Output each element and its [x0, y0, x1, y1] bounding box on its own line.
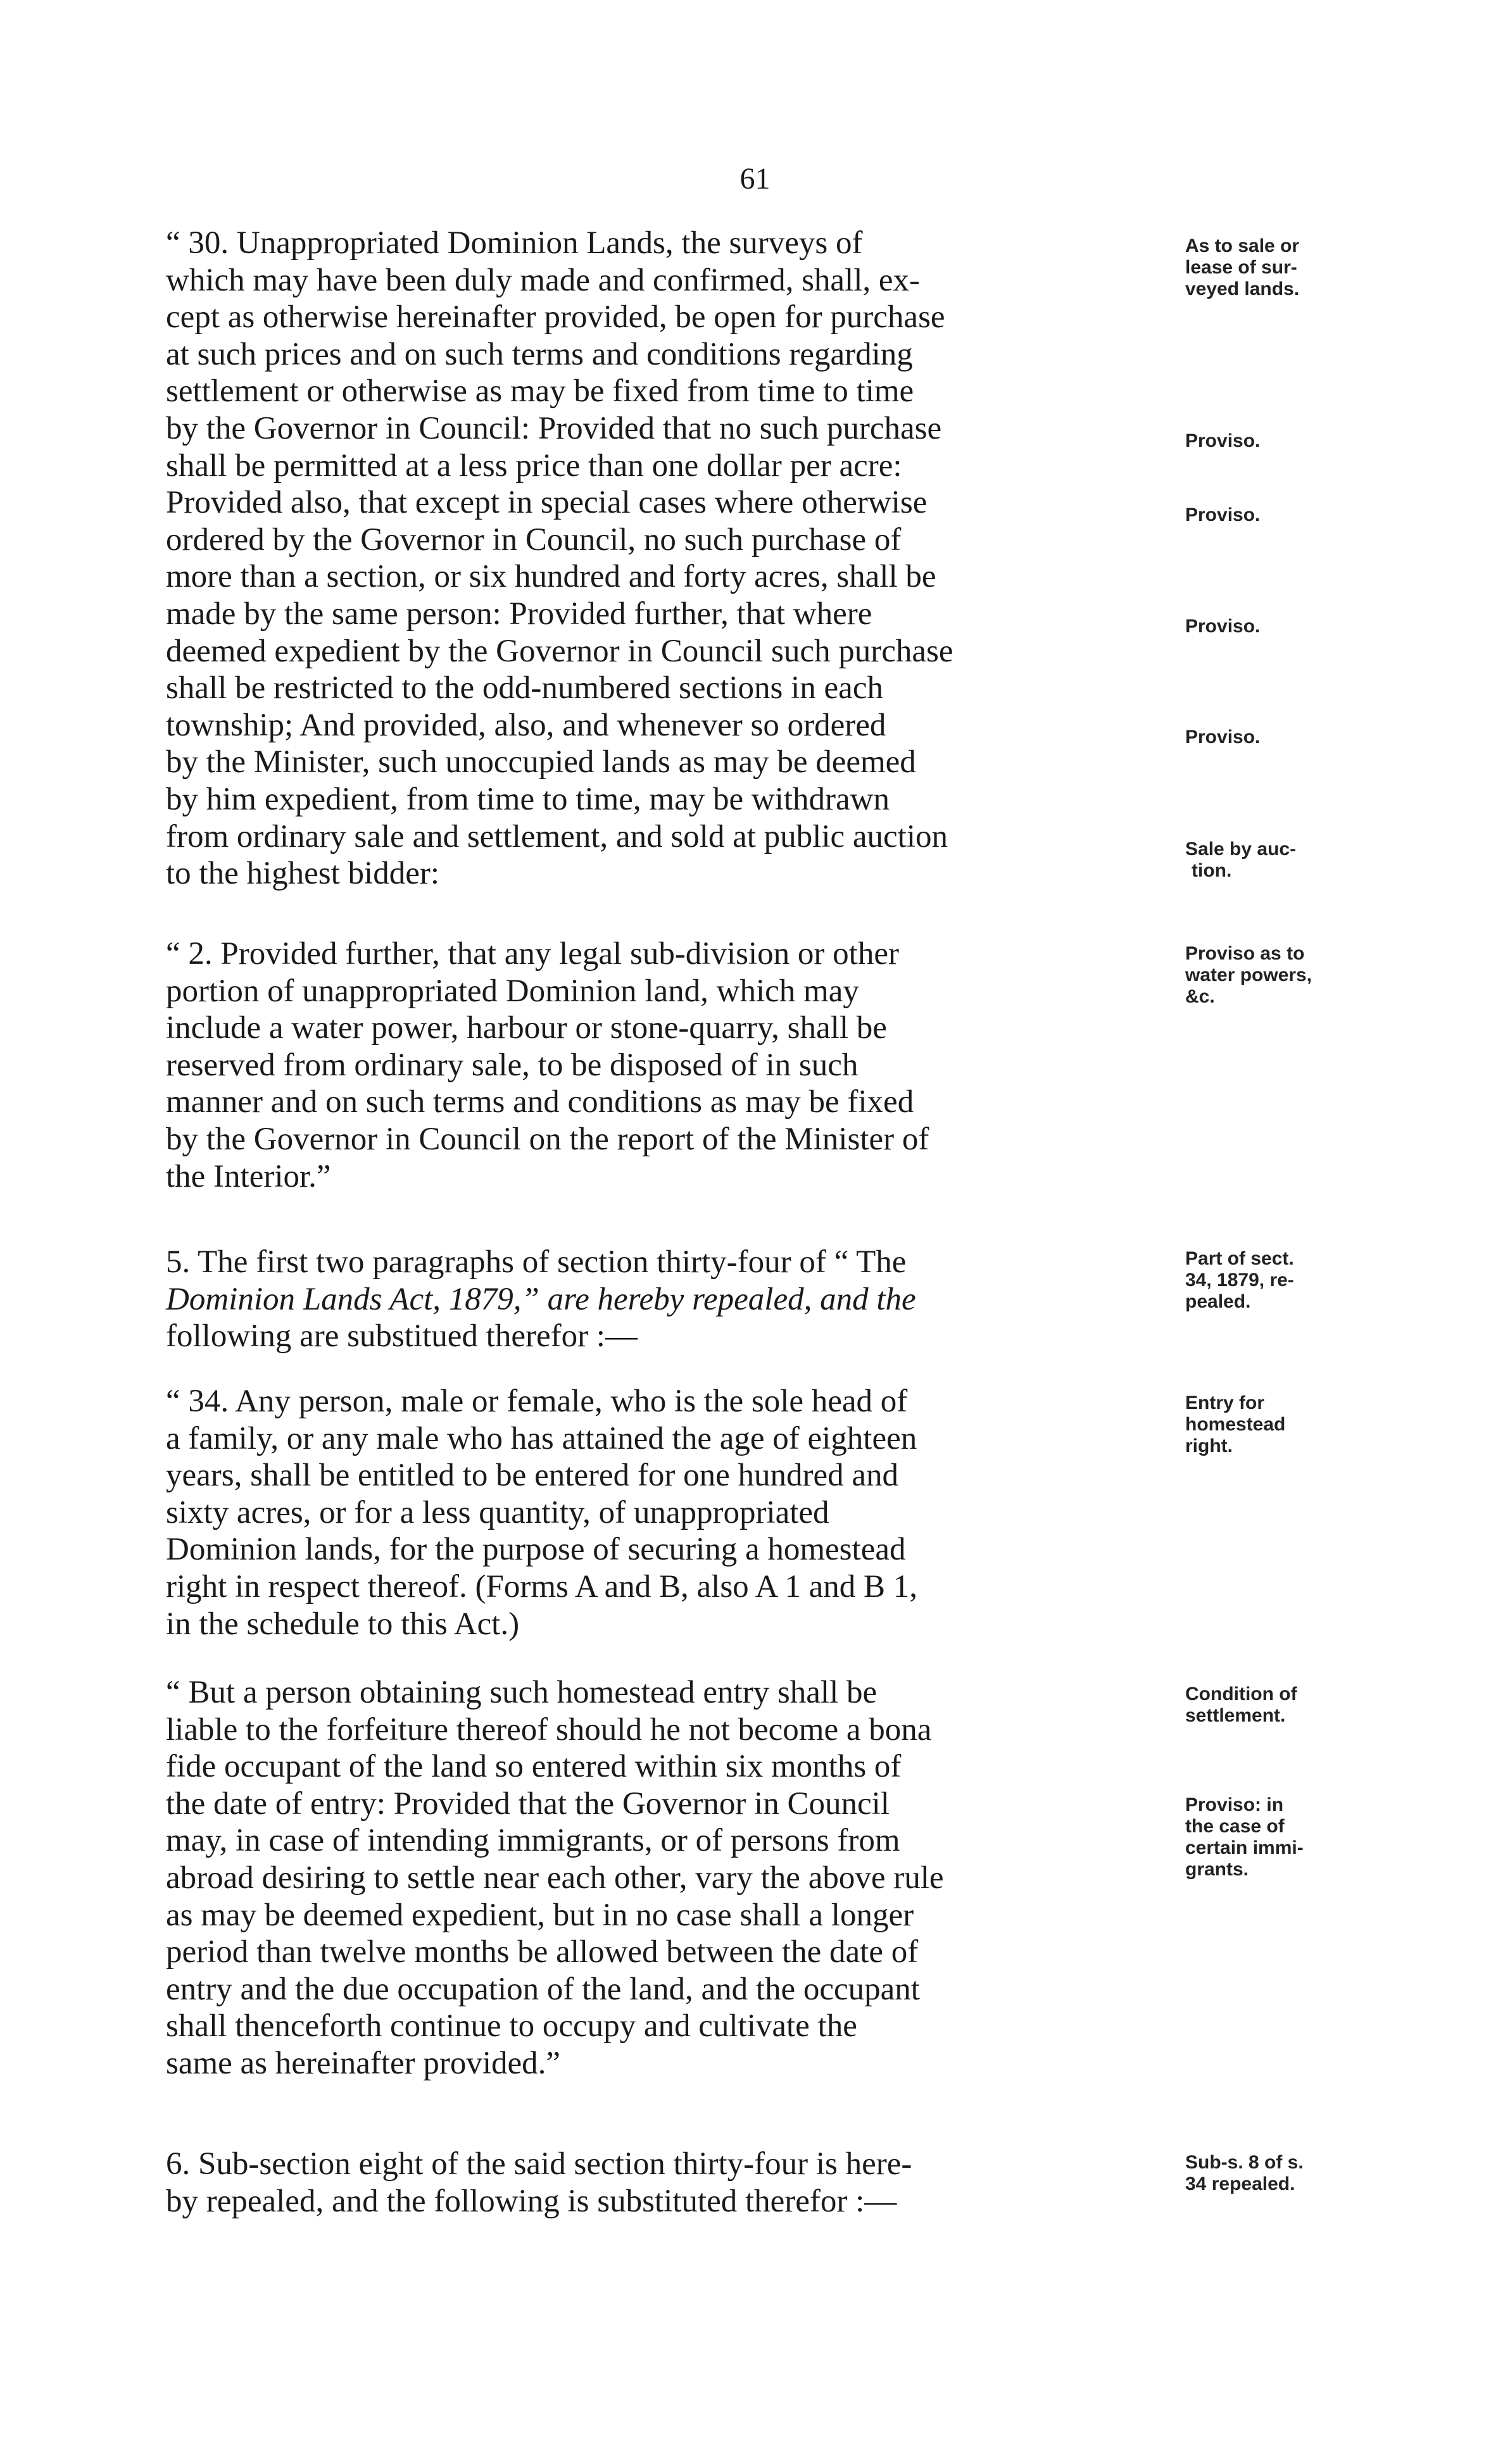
margin-note	[1185, 235, 1369, 300]
text-line: to the highest bidder:	[166, 856, 440, 892]
text-line: cept as otherwise hereinafter provided, be open for purchase	[166, 299, 945, 335]
text-line: period than twelve months be allowed between the date of	[166, 1934, 919, 1970]
text-line: shall thenceforth continue to occupy and cultivate the	[166, 2008, 857, 2044]
margin-note-line: Part of sect.	[1185, 1248, 1294, 1269]
margin-note-line: 34 repealed.	[1185, 2173, 1295, 2194]
margin-note-line: grants.	[1185, 1859, 1249, 1880]
text-line: “ 30. Unappropriated Dominion Lands, the surveys of	[166, 225, 863, 261]
text-line: Dominion Lands Act, 1879,” are hereby repealed, and the	[166, 1281, 916, 1317]
text-line: the Interior.”	[166, 1158, 331, 1194]
paragraph-section-5	[166, 1244, 1179, 1355]
text-line: “ But a person obtaining such homestead entry shall be	[166, 1675, 878, 1710]
text-line: Dominion lands, for the purpose of securing a homestead	[166, 1532, 906, 1568]
text-line: same as hereinafter provided.”	[166, 2045, 561, 2081]
text-line: at such prices and on such terms and conditions regarding	[166, 336, 913, 372]
margin-note-line: pealed.	[1185, 1291, 1251, 1312]
text-line: 5. The first two paragraphs of section thirty-four of “ The	[166, 1244, 907, 1280]
text-line: liable to the forfeiture thereof should he not become a bona	[166, 1711, 932, 1748]
text-line: ordered by the Governor in Council, no such purchase of	[166, 522, 902, 558]
page-number: 61	[739, 162, 771, 196]
text-line: a family, or any male who has attained the age of eighteen	[166, 1420, 917, 1456]
margin-note-line: 34, 1879, re-	[1185, 1270, 1294, 1291]
margin-note-line: Proviso.	[1185, 430, 1261, 451]
text-line: by him expedient, from time to time, may be withdrawn	[166, 781, 890, 817]
margin-note	[1185, 430, 1369, 452]
margin-note-line: lease of sur-	[1185, 257, 1297, 278]
margin-note	[1185, 616, 1369, 637]
text-line: portion of unappropriated Dominion land, which may	[166, 973, 859, 1009]
margin-note-line: Sale by auc-	[1185, 839, 1297, 860]
margin-note-line: homestead	[1185, 1414, 1286, 1435]
margin-note-line: Sub-s. 8 of s.	[1185, 2152, 1304, 2173]
text-line: following are substitued therefor :—	[166, 1318, 638, 1354]
text-line: shall be restricted to the odd-numbered sections in each	[166, 670, 883, 706]
text-line: Provided also, that except in special cases where otherwise	[166, 485, 928, 521]
margin-note-line: Proviso as to	[1185, 943, 1305, 964]
text-line: sixty acres, or for a less quantity, of unappropriated	[166, 1494, 829, 1530]
margin-note	[1185, 1248, 1369, 1313]
margin-note	[1185, 1392, 1369, 1457]
margin-note-line: Proviso: in	[1185, 1794, 1284, 1815]
margin-note-line: certain immi-	[1185, 1837, 1304, 1858]
text-line: fide occupant of the land so entered within six months of	[166, 1749, 902, 1785]
text-line: deemed expedient by the Governor in Council such purchase	[166, 633, 953, 669]
text-line: “ 2. Provided further, that any legal sub-division or other	[166, 936, 899, 972]
text-line: settlement or otherwise as may be fixed from time to time	[166, 373, 914, 410]
margin-note	[1185, 2152, 1369, 2195]
text-line: manner and on such terms and conditions as may be fixed	[166, 1084, 914, 1120]
paragraph-section-6	[166, 2146, 1179, 2220]
margin-note	[1185, 839, 1369, 882]
text-line: 6. Sub-section eight of the said section thirty-four is here-	[166, 2146, 912, 2182]
text-line: made by the same person: Provided further, that where	[166, 596, 872, 632]
margin-note-line: tion.	[1192, 860, 1232, 881]
text-line: from ordinary sale and settlement, and sold at public auction	[166, 818, 948, 854]
text-line: years, shall be entitled to be entered for one hundred and	[166, 1458, 898, 1494]
text-line: as may be deemed expedient, but in no case shall a longer	[166, 1897, 914, 1933]
margin-note	[1185, 504, 1369, 526]
text-line: by repealed, and the following is substituted therefor :—	[166, 2183, 897, 2219]
margin-note-line: right.	[1185, 1435, 1233, 1456]
text-line: reserved from ordinary sale, to be disposed of in such	[166, 1047, 859, 1083]
paragraph-subsection-2	[166, 935, 1179, 1195]
text-line: “ 34. Any person, male or female, who is the sole head of	[166, 1384, 908, 1419]
text-line: by the Governor in Council on the report of the Minister of	[166, 1121, 929, 1157]
text-line: which may have been duly made and confirmed, shall, ex-	[166, 262, 921, 298]
margin-note-line: Condition of	[1185, 1684, 1297, 1704]
margin-note-line: the case of	[1185, 1816, 1285, 1837]
text-line: the date of entry: Provided that the Governor in Council	[166, 1785, 890, 1822]
text-line: by the Governor in Council: Provided that no such purchase	[166, 410, 942, 446]
text-line: include a water power, harbour or stone-quarry, shall be	[166, 1010, 887, 1046]
paragraph-condition-of-settlement	[166, 1674, 1179, 2082]
margin-note-line: Entry for	[1185, 1392, 1265, 1413]
margin-note-line: veyed lands.	[1185, 278, 1300, 299]
text-line: shall be permitted at a less price than one dollar per acre:	[166, 447, 902, 484]
margin-note-line: As to sale or	[1185, 235, 1300, 256]
margin-note	[1185, 943, 1369, 1008]
text-line: right in respect thereof. (Forms A and B, also A 1 and B 1,	[166, 1568, 918, 1604]
paragraph-section-34	[166, 1383, 1179, 1642]
margin-note	[1185, 1684, 1369, 1727]
text-line: abroad desiring to settle near each other, vary the above rule	[166, 1860, 944, 1896]
margin-note-line: settlement.	[1185, 1705, 1286, 1726]
text-line: by the Minister, such unoccupied lands as may be deemed	[166, 744, 916, 780]
margin-note-line: Proviso.	[1185, 504, 1261, 525]
text-line: in the schedule to this Act.)	[166, 1606, 520, 1642]
text-line: entry and the due occupation of the land, and the occupant	[166, 1971, 920, 2007]
margin-note-line: &c.	[1185, 986, 1215, 1007]
margin-note-line: Proviso.	[1185, 616, 1261, 637]
text-line: may, in case of intending immigrants, or of persons from	[166, 1823, 900, 1859]
text-line: township; And provided, also, and whenever so ordered	[166, 707, 886, 743]
text-line: more than a section, or six hundred and forty acres, shall be	[166, 559, 936, 595]
margin-note	[1185, 727, 1369, 748]
paragraph-section-30	[166, 225, 1179, 892]
margin-note-line: water powers,	[1185, 965, 1312, 985]
margin-note-line: Proviso.	[1185, 727, 1261, 747]
margin-note	[1185, 1794, 1369, 1880]
